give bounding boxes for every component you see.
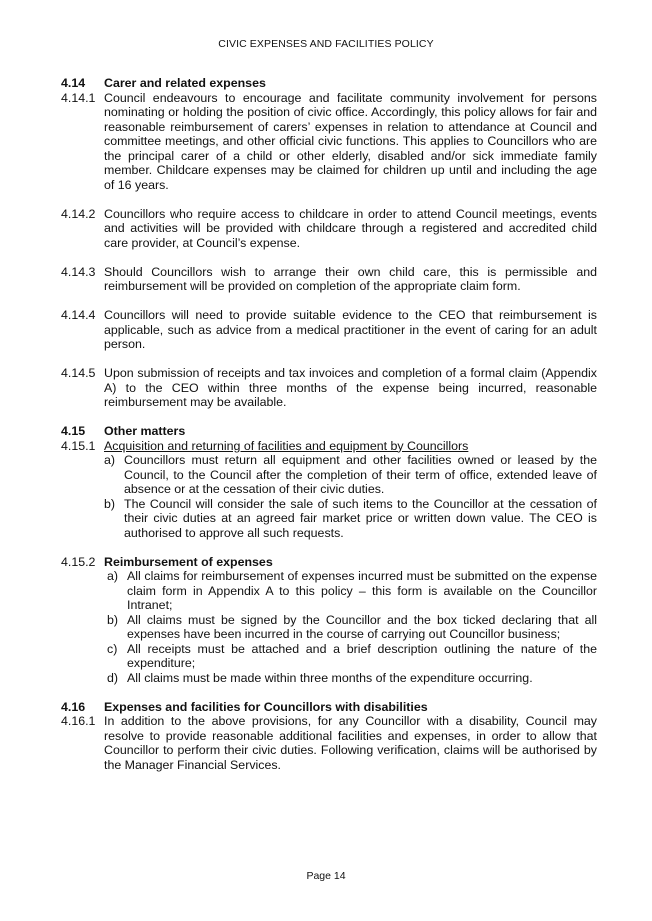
list-4-15-1 — [104, 453, 597, 540]
paragraph-4-14-3 — [61, 265, 597, 294]
subheading-title: Reimbursement of expenses — [104, 554, 273, 569]
list-item — [104, 453, 597, 497]
paragraph-text: Upon submission of receipts and tax invoices and completion of a formal claim (Appendix A) to the CEO within three months of the expense being incurred, reasonable reimbursement may be available. — [104, 366, 597, 409]
list-item-label: b) — [104, 496, 116, 511]
section-heading-4-16 — [61, 700, 597, 715]
paragraph-text: In addition to the above provisions, for any Councillor with a disability, Council may resolve to provide reasonable additional facilities and expenses, in order to allow that Councillor to perform their civic duties. Following verification, claims will be authorised by the Manager Financial Services. — [104, 714, 597, 772]
paragraph-number: 4.16.1 — [61, 714, 96, 728]
paragraph-number: 4.15.2 — [61, 554, 96, 569]
subheading-title: Acquisition and returning of facilities and equipment by Councillors — [104, 438, 469, 453]
section-number: 4.16 — [61, 699, 86, 714]
paragraph-number: 4.14.2 — [61, 206, 96, 221]
paragraph-4-16-1 — [61, 714, 597, 772]
list-item — [104, 497, 597, 541]
subheading-4-15-1 — [61, 439, 597, 454]
paragraph-text: Councillors who require access to childcare in order to attend Council meetings, events and activities will be provided with childcare through a registered and accredited child care provider, at Council’s expense. — [104, 206, 597, 250]
page-number: Page 14 — [306, 870, 346, 882]
list-item — [107, 613, 597, 642]
section-number: 4.14 — [61, 76, 86, 90]
paragraph-number: 4.14.4 — [61, 308, 96, 322]
paragraph-number: 4.14.3 — [61, 264, 96, 279]
list-item — [107, 671, 597, 686]
list-item-label: c) — [107, 641, 118, 656]
list-item — [107, 569, 597, 613]
section-heading-4-14 — [61, 76, 597, 91]
paragraph-4-14-1 — [61, 91, 597, 193]
document-body — [61, 76, 597, 772]
document-header: CIVIC EXPENSES AND FACILITIES POLICY — [218, 38, 434, 50]
section-title: Expenses and facilities for Councillors with disabilities — [104, 699, 428, 714]
list-item-text: The Council will consider the sale of such items to the Councillor at the cessation of their civic duties at an agreed fair market price or written down value. The CEO is authorised to approve all such requests. — [124, 496, 597, 540]
paragraph-4-14-5 — [61, 366, 597, 410]
list-item-text: Councillors must return all equipment and other facilities owned or leased by the Council, to the Council after the completion of their term of office, extended leave of absence or at the cessation of their civic duties. — [124, 453, 597, 496]
list-item-text: All receipts must be attached and a brief description outlining the nature of the expenditure; — [127, 641, 597, 670]
list-4-15-2 — [107, 569, 597, 685]
paragraph-number: 4.15.1 — [61, 438, 96, 453]
paragraph-4-14-2 — [61, 207, 597, 251]
list-item-label: b) — [107, 612, 119, 627]
list-item — [107, 642, 597, 671]
section-number: 4.15 — [61, 424, 86, 438]
list-item-text: All claims must be signed by the Councillor and the box ticked declaring that all expenses have been incurred in the course of carrying out Councillor business; — [127, 612, 597, 641]
list-item-label: d) — [107, 670, 119, 685]
paragraph-number: 4.14.1 — [61, 90, 96, 105]
paragraph-number: 4.14.5 — [61, 366, 96, 380]
paragraph-4-14-4 — [61, 308, 597, 352]
list-item-text: All claims must be made within three months of the expenditure occurring. — [127, 670, 533, 685]
section-title: Carer and related expenses — [104, 76, 266, 90]
list-item-label: a) — [104, 453, 116, 467]
section-title: Other matters — [104, 424, 186, 438]
list-item-label: a) — [107, 569, 119, 583]
paragraph-text: Councillors will need to provide suitable evidence to the CEO that reimbursement is applicable, such as advice from a medical practitioner in the event of caring for an adult person. — [104, 308, 597, 351]
paragraph-text: Should Councillors wish to arrange their own child care, this is permissible and reimbursement will be provided on completion of the appropriate claim form. — [104, 264, 597, 293]
section-heading-4-15 — [61, 424, 597, 439]
subheading-4-15-2 — [61, 555, 597, 570]
list-item-text: All claims for reimbursement of expenses incurred must be submitted on the expense claim form in Appendix A to this policy – this form is available on the Councillor Intranet; — [127, 569, 597, 612]
paragraph-text: Council endeavours to encourage and facilitate community involvement for persons nominating or holding the position of civic office. Accordingly, this policy allows for fair and reasonable reimbursement of carers’ expenses in relation to attendance at Council and committee meetings, and other official civic functions. This applies to Councillors who are the principal carer of a child or other elderly, disabled and/or sick immediate family member. Childcare expenses may be claimed for children up until and including the age of 16 years. — [104, 90, 597, 192]
